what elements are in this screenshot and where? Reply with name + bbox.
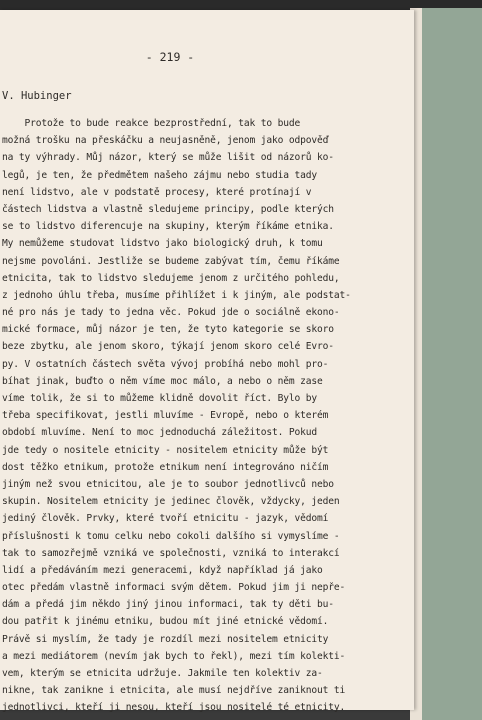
text-line: není lidstvo, ale v podstatě procesy, které protínají v xyxy=(2,186,312,198)
text-line: dost těžko etnikum, protože etnikum není integrováno ničím xyxy=(2,461,329,473)
text-line: jde tedy o nositele etnicity - nositelem etnicity může být xyxy=(2,444,329,456)
text-line: Protože to bude reakce bezprostřední, tak to bude xyxy=(2,118,301,129)
text-line: částech lidstva a vlastně sledujeme principy, podle kterých xyxy=(2,203,334,215)
text-line: tak to samozřejmě vzniká ve společnosti, vzniká to interakcí xyxy=(2,547,340,559)
text-line: příslušnosti k tomu celku nebo cokoli dalšího si vymyslíme - xyxy=(2,530,340,542)
page-number: - 219 - xyxy=(145,50,195,64)
text-line: otec předám vlastně informaci svým dětem. Pokud jim ji nepře- xyxy=(2,582,346,594)
document-page xyxy=(0,10,414,714)
text-line: jednotlivci, kteří ji nesou, kteří jsou nositelé té etnicity. xyxy=(2,702,346,714)
text-line: py. V ostatních částech světa vývoj probíhá nebo mohl pro- xyxy=(2,358,329,370)
text-line: dám a předá jim někdo jiný jinou informaci, tak ty děti bu- xyxy=(2,599,334,611)
text-line: My nemůžeme studovat lidstvo jako biologický druh, k tomu xyxy=(2,238,323,250)
text-line: skupin. Nositelem etnicity je jedinec člověk, vždycky, jeden xyxy=(2,496,340,508)
binder-cover xyxy=(418,8,482,720)
text-line: třeba specifikovat, jestli mluvíme - Evropě, nebo o kterém xyxy=(2,410,329,422)
text-line: období mluvíme. Není to moc jednoduchá záležitost. Pokud xyxy=(2,427,318,439)
text-line: jiným než svou etnicitou, ale je to soubor jednotlivců nebo xyxy=(2,478,334,490)
text-line: lidí a předáváním mezi generacemi, když například já jako xyxy=(2,564,323,576)
text-line: dou patřit k jinému etniku, budou mít jiné etnické vědomí. xyxy=(2,616,329,628)
text-line: né pro nás je tady to jedna věc. Pokud jde o sociálně ekono- xyxy=(2,307,340,319)
text-line: mické formace, můj názor je ten, že tyto kategorie se skoro xyxy=(2,324,334,336)
text-line: nejsme povoláni. Jestliže se budeme zabývat tím, čemu říkáme xyxy=(2,255,340,267)
text-line: víme tolik, že si to můžeme klidně dovolit říct. Bylo by xyxy=(2,393,318,404)
text-line: beze zbytku, ale jenom skoro, týkají jenom skoro celé Evro- xyxy=(2,341,334,353)
text-line: jediný člověk. Prvky, které tvoří etnicitu - jazyk, vědomí xyxy=(2,513,329,525)
text-line: vem, kterým se etnicita udržuje. Jakmile ten kolektiv za- xyxy=(2,668,323,679)
text-line: se to lidstvo diferencuje na skupiny, kterým říkáme etnika. xyxy=(2,221,334,233)
text-line: legů, je ten, že předmětem našeho zájmu nebo studia tady xyxy=(2,169,318,181)
text-line: na ty výhrady. Můj názor, který se může lišit od názorů ko- xyxy=(2,152,334,164)
text-line: nikne, tak zanikne i etnicita, ale musí nejdříve zaniknout ti xyxy=(2,685,346,697)
text-line: možná trošku na přeskáčku a neujasněně, jenom jako odpověď xyxy=(2,135,329,147)
text-line: z jednoho úhlu třeba, musíme přihlížet i k jiným, ale podstat- xyxy=(2,289,351,301)
text-line: Právě si myslím, že tady je rozdíl mezi nositelem etnicity xyxy=(2,633,329,645)
text-line: a mezi mediátorem (nevím jak bych to řekl), mezi tím kolekti- xyxy=(2,650,346,662)
body-text xyxy=(2,115,408,717)
speaker-name: V. Hubinger xyxy=(2,90,72,102)
text-line: etnicita, tak to lidstvo sledujeme jenom z určitého pohledu, xyxy=(2,272,340,284)
text-line: bíhat jinak, buďto o něm víme moc málo, a nebo o něm zase xyxy=(2,375,323,387)
